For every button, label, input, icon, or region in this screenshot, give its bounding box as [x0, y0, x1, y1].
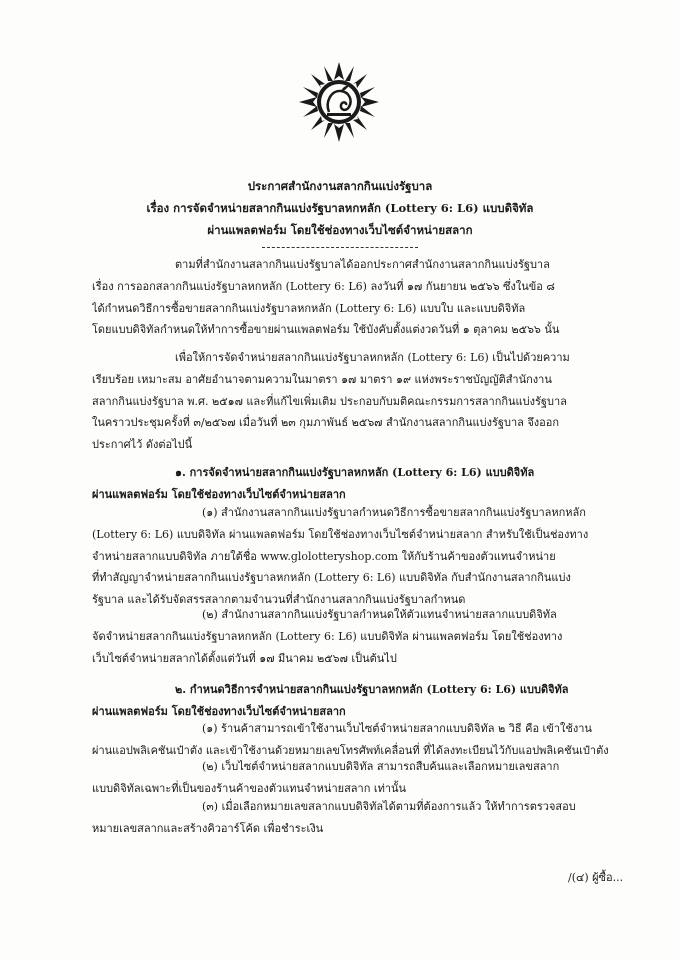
text-line: หมายเลขสลากและสร้างคิวอาร์โค้ด เพื่อชำระเงิน — [92, 821, 324, 835]
section-2-item-3 — [92, 796, 644, 840]
announcement-title: ประกาศสำนักงานสลากกินแบ่งรัฐบาล — [247, 179, 433, 193]
heading-line: ผ่านแพลตฟอร์ม โดยใช้ช่องทางเว็บไซต์จำหน่ายสลาก — [92, 704, 346, 718]
text-line: ผ่านแอปพลิเคชันเป๋าตัง และเข้าใช้งานด้วยหมายเลขโทรศัพท์เคลื่อนที่ ที่ได้ลงทะเบียนไว้กับแอปพลิเคชันเป๋าตัง — [92, 743, 609, 757]
heading-line: ผ่านแพลตฟอร์ม โดยใช้ช่องทางเว็บไซต์จำหน่ายสลาก — [92, 487, 346, 501]
text-line: ตามที่สำนักงานสลากกินแบ่งรัฐบาลได้ออกประกาศสำนักงานสลากกินแบ่งรัฐบาล — [175, 258, 550, 271]
header-divider — [262, 247, 418, 248]
text-line: ได้กำหนดวิธีการซื้อขายสลากกินแบ่งรัฐบาลหกหลัก (Lottery 6: L6) แบบใบ และแบบดิจิทัล — [92, 301, 526, 315]
paragraph-background — [92, 254, 644, 341]
announcement-subject-cont: ผ่านแพลตฟอร์ม โดยใช้ช่องทางเว็บไซต์จำหน่ายสลาก — [207, 223, 473, 237]
text-line: โดยแบบดิจิทัลกำหนดให้ทำการซื้อขายผ่านแพลตฟอร์ม ใช้บังคับตั้งแต่งวดวันที่ ๑ ตุลาคม ๒๕๖๖ นั้น — [92, 323, 560, 337]
section-1-item-2 — [92, 604, 644, 669]
text-line: เรียบร้อย เหมาะสม อาศัยอำนาจตามความในมาตรา ๑๗ มาตรา ๑๙ แห่งพระราชบัญญัติสำนักงาน — [92, 372, 552, 386]
section-2-item-2 — [92, 756, 644, 800]
heading-line: ๑. การจัดจำหน่ายสลากกินแบ่งรัฐบาลหกหลัก (Lottery 6: L6) แบบดิจิทัล — [175, 466, 535, 479]
text-line: ที่ทำสัญญาจำหน่ายสลากกินแบ่งรัฐบาลหกหลัก (Lottery 6: L6) แบบดิจิทัล กับสำนักงานสลากกินแบ่ง — [92, 571, 571, 585]
text-line: จำหน่ายสลากแบบดิจิทัล ภายใต้ชื่อ www.glolotteryshop.com ให้กับร้านค้าของตัวแทนจำหน่าย — [92, 549, 556, 563]
announcement-subject: เรื่อง การจัดจำหน่ายสลากกินแบ่งรัฐบาลหกหลัก (Lottery 6: L6) แบบดิจิทัล — [146, 201, 534, 215]
section-1-item-1 — [92, 502, 644, 611]
text-line: (๒) สำนักงานสลากกินแบ่งรัฐบาลกำหนดให้ตัวแทนจำหน่ายสลากแบบดิจิทัล — [202, 608, 557, 621]
text-line: (๒) เว็บไซต์จำหน่ายสลากแบบดิจิทัล สามารถสืบค้นและเลือกหมายเลขสลาก — [202, 760, 560, 773]
glo-emblem-icon — [299, 62, 379, 142]
text-line: (Lottery 6: L6) แบบดิจิทัล ผ่านแพลตฟอร์ม โดยใช้ช่องทางเว็บไซต์จำหน่ายสลาก สำหรับใช้เป็นช่องทาง — [92, 527, 589, 541]
text-line: เว็บไซต์จำหน่ายสลากได้ตั้งแต่วันที่ ๑๗ มีนาคม ๒๕๖๗ เป็นต้นไป — [92, 651, 397, 665]
text-line: เรื่อง การออกสลากกินแบ่งรัฐบาลหกหลัก (Lottery 6: L6) ลงวันที่ ๑๗ กันยายน ๒๕๖๖ ซึ่งในข้อ ๘ — [92, 279, 555, 293]
heading-line: ๒. กำหนดวิธีการจำหน่ายสลากกินแบ่งรัฐบาลหกหลัก (Lottery 6: L6) แบบดิจิทัล — [175, 683, 569, 696]
text-line: ประกาศไว้ ดังต่อไปนี้ — [92, 438, 193, 452]
announcement-header — [0, 175, 680, 241]
paragraph-authority — [92, 347, 644, 456]
text-line: (๓) เมื่อเลือกหมายเลขสลากแบบดิจิทัลได้ตามที่ต้องการแล้ว ให้ทำการตรวจสอบ — [202, 800, 576, 813]
text-line: (๑) ร้านค้าสามารถเข้าใช้งานเว็บไซต์จำหน่ายสลากแบบดิจิทัล ๒ วิธี คือ เข้าใช้งาน — [202, 722, 592, 735]
text-line: เพื่อให้การจัดจำหน่ายสลากกินแบ่งรัฐบาลหกหลัก (Lottery 6: L6) เป็นไปด้วยความ — [175, 351, 570, 364]
text-line: แบบดิจิทัลเฉพาะที่เป็นของร้านค้าของตัวแทนจำหน่ายสลาก เท่านั้น — [92, 781, 407, 795]
text-line: ในคราวประชุมครั้งที่ ๓/๒๕๖๗ เมื่อวันที่ ๒๓ กุมภาพันธ์ ๒๕๖๗ สำนักงานสลากกินแบ่งรัฐบาล จึงออก — [92, 416, 560, 430]
section-1-heading — [92, 462, 644, 506]
text-line: สลากกินแบ่งรัฐบาล พ.ศ. ๒๕๑๗ และที่แก้ไขเพิ่มเติม ประกอบกับมติคณะกรรมการสลากกินแบ่งรัฐบาล — [92, 394, 567, 408]
text-line: รัฐบาล และได้รับจัดสรรสลากตามจำนวนที่สำนักงานสลากกินแบ่งรัฐบาลกำหนด — [92, 593, 466, 607]
continuation-note: /(๔) ผู้ซื้อ... — [568, 871, 624, 884]
text-line: จัดจำหน่ายสลากกินแบ่งรัฐบาลหกหลัก (Lottery 6: L6) แบบดิจิทัล ผ่านแพลตฟอร์ม โดยใช้ช่องทาง — [92, 629, 563, 643]
text-line: (๑) สำนักงานสลากกินแบ่งรัฐบาลกำหนดวิธีการซื้อขายสลากกินแบ่งรัฐบาลหกหลัก — [202, 506, 586, 519]
section-2-heading — [92, 679, 644, 723]
